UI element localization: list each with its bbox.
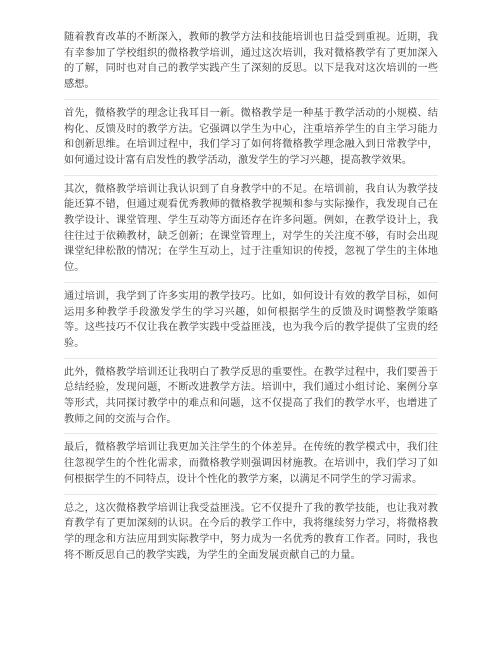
paragraph-intro: 随着教育改革的不断深入，教师的教学方法和技能培训也日益受到重视。近期，我有幸参加了学校组织的微格教学培训，通过这次培训，我对微格教学有了更加深入的了解，同时也对自己的教学实践产生了深刻的反思。以下是我对这次培训的一些感想。: [64, 32, 438, 91]
paragraph-first: 首先，微格教学的理念让我耳目一新。微格教学是一种基于教学活动的小规模、结构化、反馈及时的教学方法。它强调以学生为中心，注重培养学生的自主学习能力和创新思维。在培训过程中，我们学习了如何将微格教学理念融入到日常教学中，如何通过设计富有启发性的教学活动，激发学生的学习兴趣，提高教学效果。: [64, 99, 438, 169]
paragraph-summary: 总之，这次微格教学培训让我受益匪浅。它不仅提升了我的教学技能，也让我对教育教学有了更加深刻的认识。在今后的教学工作中，我将继续努力学习，将微格教学的理念和方法应用到实际教学中，努力成为一名优秀的教育工作者。同时，我也将不断反思自己的教学实践，为学生的全面发展贡献自己的力量。: [64, 494, 438, 564]
paragraph-skills: 通过培训，我学到了许多实用的教学技巧。比如，如何设计有效的教学目标，如何运用多种教学手段激发学生的学习兴趣，如何根据学生的反馈及时调整教学策略等。这些技巧不仅让我在教学实践中受益匪浅，也为我今后的教学提供了宝贵的经验。: [64, 282, 438, 352]
paragraph-last: 最后，微格教学培训让我更加关注学生的个体差异。在传统的教学模式中，我们往往忽视学生的个性化需求，而微格教学则强调因材施教。在培训中，我们学习了如何根据学生的不同特点，设计个性化的教学方案，以满足不同学生的学习需求。: [64, 433, 438, 487]
paragraph-second: 其次，微格教学培训让我认识到了自身教学中的不足。在培训前，我自认为教学技能还算不错，但通过观看优秀教师的微格教学视频和参与实际操作，我发现自己在教学设计、课堂管理、学生互动等方面还存在许多问题。例如，在教学设计上，我往往过于依赖教材，缺乏创新；在课堂管理上，对学生的关注度不够，有时会出现课堂纪律松散的情况；在学生互动上，过于注重知识的传授，忽视了学生的主体地位。: [64, 175, 438, 276]
paragraph-reflection: 此外，微格教学培训还让我明白了教学反思的重要性。在教学过程中，我们要善于总结经验，发现问题，不断改进教学方法。培训中，我们通过小组讨论、案例分享等形式，共同探讨教学中的难点和问题，这不仅提高了我们的教学水平，也增进了教师之间的交流与合作。: [64, 358, 438, 428]
